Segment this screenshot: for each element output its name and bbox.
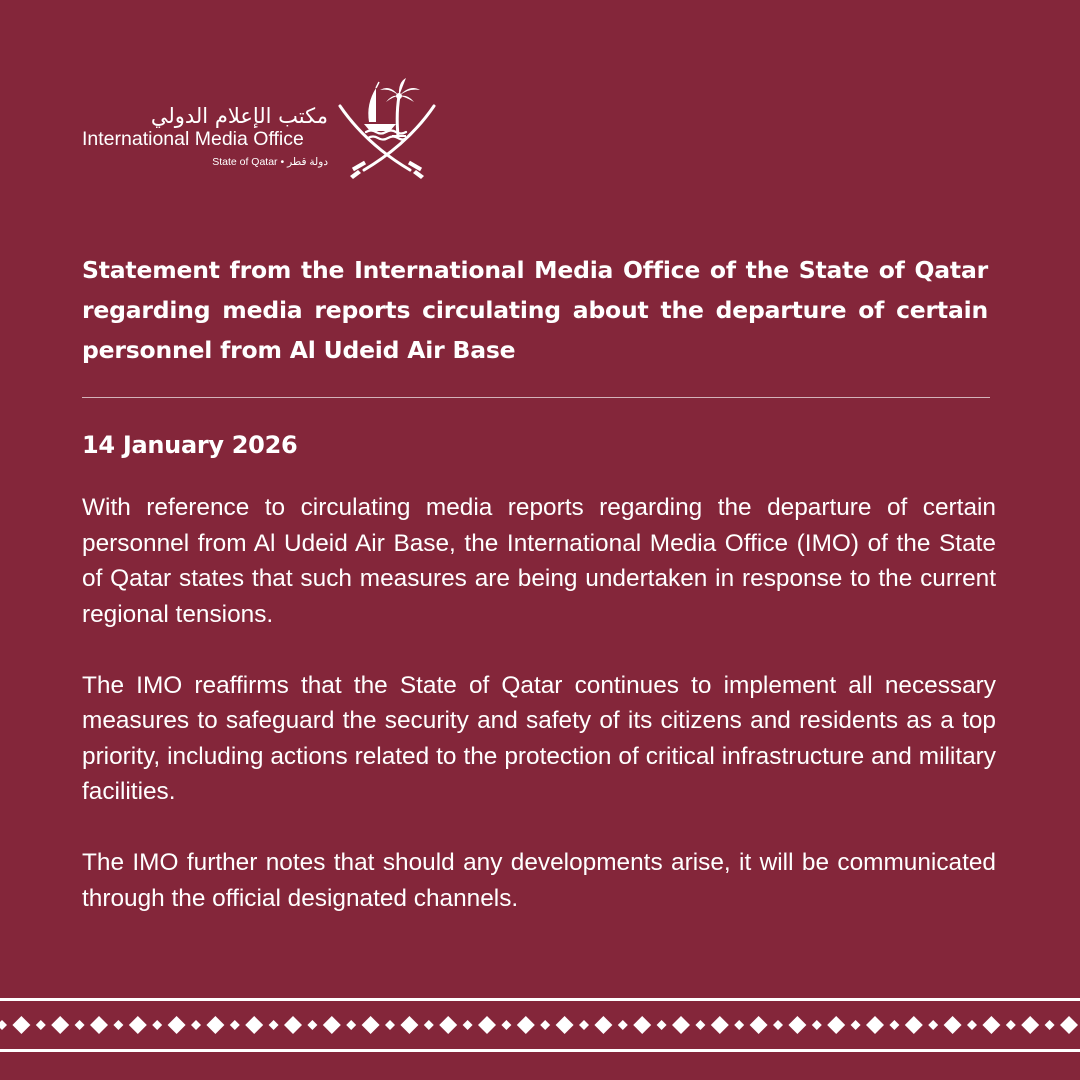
statement-body <box>82 490 996 952</box>
divider <box>82 397 990 398</box>
statement-title: Statement from the International Media Office of the State of Qatar regarding media reports circulating about the departure of certain personnel from Al Udeid Air Base <box>82 256 988 364</box>
header <box>82 72 442 192</box>
logo-wordmark <box>82 104 328 169</box>
statement-paragraph-2: The IMO reaffirms that the State of Qatar continues to implement all necessary measures to safeguard the security and safety of its citizens and residents as a top priority, including actions related to the protection of critical infrastructure and military facilities. <box>82 671 996 805</box>
logo-subtitle: State of Qatar • دولة قطر <box>212 156 328 168</box>
diamond-pattern-border-icon <box>0 996 1080 1054</box>
statement-date: 14 January 2026 <box>82 431 298 459</box>
qatar-state-emblem-icon <box>336 74 438 184</box>
statement-paragraph-3: The IMO further notes that should any developments arise, it will be communicated through the official designated channels. <box>82 849 996 912</box>
logo-arabic-name: مكتب الإعلام الدولي <box>150 104 328 128</box>
logo-english-name: International Media Office <box>82 128 304 150</box>
statement-paragraph-1: With reference to circulating media reports regarding the departure of certain personnel from Al Udeid Air Base, the International Media Office (IMO) of the State of Qatar states that such measures are being undertaken in response to the current regional tensions. <box>82 494 996 628</box>
